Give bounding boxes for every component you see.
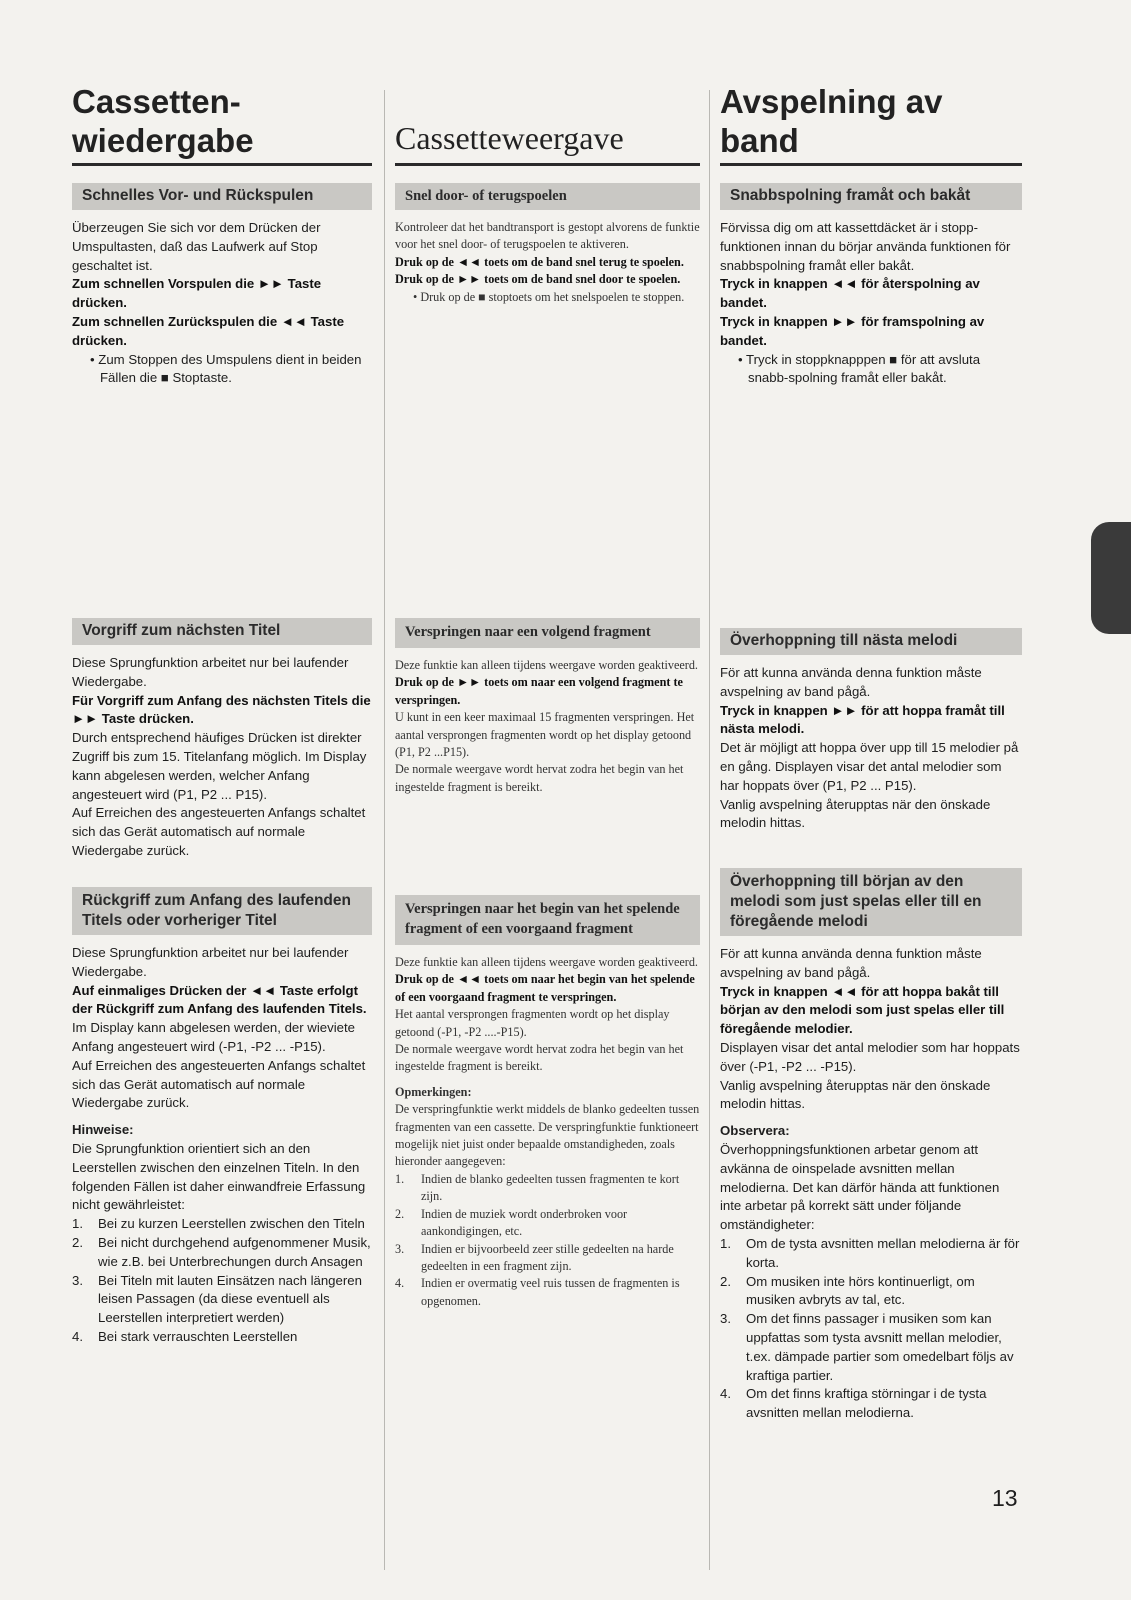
instruction: Druk op de ►► toets om de band snel door te spoelen. <box>395 272 681 287</box>
paragraph: Überzeugen Sie sich vor dem Drücken der Umspultasten, daß das Laufwerk auf Stop geschaltet ist. <box>72 220 321 273</box>
paragraph: Deze funktie kan alleen tijdens weergave worden geaktiveerd. <box>395 955 698 969</box>
paragraph: Diese Sprungfunktion arbeitet nur bei laufender Wiedergabe. <box>72 945 349 979</box>
notes-list <box>720 1235 1022 1423</box>
notes-title: Opmerkingen: <box>395 1084 472 1099</box>
page-number: 13 <box>992 1485 1018 1511</box>
notes-title: Observera: <box>720 1123 790 1139</box>
instruction: Tryck in knappen ►► för framspolning av bandet. <box>720 313 985 348</box>
paragraph: Vanlig avspelning återupptas när den önskade melodin hittas. <box>720 796 991 831</box>
paragraph: Displayen visar det antal melodier som har hoppats över (-P1, -P2 ... -P15). <box>720 1039 1020 1074</box>
section-next-track-nl <box>395 618 700 796</box>
dutch-column <box>395 70 700 1308</box>
page-title-de: Cassetten- wiedergabe <box>72 82 372 166</box>
list-item: 4. Om det finns kraftiga störningar i de tysta avsnitten mellan melodierna. <box>720 1386 987 1421</box>
paragraph: Die Sprungfunktion orientiert sich an den Leerstellen zwischen den einzelnen Titeln. In den folgenden Fällen ist daher einwandfreie Erfassung nicht gewährleistet: <box>72 1140 366 1213</box>
paragraph: Det är möjligt att hoppa över upp till 15 melodier på en gång. Displayen visar det antal melodier som har hoppats över (P1, P2 ... P15). <box>720 740 1019 793</box>
section-next-track-sv <box>720 628 1022 833</box>
list-item: 3. Bei Titeln mit lauten Einsätzen nach längeren leisen Passagen (da diese eventuell als Leerstellen interpretiert werden) <box>72 1272 362 1326</box>
paragraph: Deze funktie kan alleen tijdens weergave worden geaktiveerd. <box>395 658 698 672</box>
paragraph: Kontroleer dat het bandtransport is gestopt alvorens de funktie voor het snel door- of terugspoelen te aktiveren. <box>395 220 700 252</box>
instruction: Zum schnellen Vorspulen die ►► Taste drücken. <box>72 276 322 311</box>
german-column <box>72 70 372 1344</box>
paragraph: Im Display kann abgelesen werden, der wieviete Anfang angesteuert wird (-P1, -P2 ... -P15). <box>72 1020 355 1054</box>
list-item: 4. Bei stark verrauschten Leerstellen <box>72 1328 298 1344</box>
bullet-note: • Druk op de ■ stoptoets om het snelspoelen te stoppen. <box>413 289 685 304</box>
instruction: Zum schnellen Zurückspulen die ◄◄ Taste drücken. <box>72 313 345 348</box>
paragraph: Vanlig avspelning återupptas när den önskade melodin hittas. <box>720 1077 991 1112</box>
section-fast-wind-de <box>72 183 372 388</box>
bullet-note: • Zum Stoppen des Umspulens dient in beiden Fällen die ■ Stoptaste. <box>90 351 362 386</box>
section-fast-wind-sv <box>720 183 1022 388</box>
page-title-nl: Cassetteweergave <box>395 119 700 166</box>
instruction: Tryck in knappen ►► för att hoppa framåt till nästa melodi. <box>720 702 1005 737</box>
swedish-column <box>720 70 1022 1421</box>
list-item: 2. Om musiken inte hörs kontinuerligt, om musiken avbryts av tal, etc. <box>720 1273 975 1308</box>
list-item: 2. Indien de muziek wordt onderbroken voor aankondigingen, etc. <box>395 1206 628 1239</box>
section-header: Schnelles Vor- und Rückspulen <box>72 183 372 210</box>
paragraph: Het aantal versprongen fragmenten wordt op het display getoond (-P1, -P2 ....-P15). <box>395 1007 670 1039</box>
column-divider <box>709 90 710 1570</box>
instruction: Für Vorgriff zum Anfang des nächsten Titels die ►► Taste drücken. <box>72 692 371 727</box>
section-header: Rückgriff zum Anfang des laufenden Titels oder vorheriger Titel <box>72 887 372 935</box>
list-item: 3. Om det finns passager i musiken som kan uppfattas som tysta avsnitt mellan melodier, t.ex. dämpade partier som omedelbart följs av kraftiga partier. <box>720 1311 1014 1383</box>
paragraph: U kunt in een keer maximaal 15 fragmenten verspringen. Het aantal versprongen fragmenten wordt op het display getoond (P1, P2 ...P15). <box>395 710 695 760</box>
paragraph: För att kunna använda denna funktion måste avspelning av band pågå. <box>720 665 982 699</box>
section-previous-track-sv <box>720 868 1022 1423</box>
instruction: Druk op de ►► toets om naar een volgend fragment te verspringen. <box>395 675 683 707</box>
paragraph: Förvissa dig om att kassettdäcket är i stopp-funktionen innan du börjar använda funktionen för snabbspolning framåt eller bakåt. <box>720 220 1011 273</box>
section-header: Överhoppning till början av den melodi som just spelas eller till en föregående melodi <box>720 868 1022 936</box>
section-previous-track-de <box>72 887 372 1347</box>
page-title-sv: Avspelning av band <box>720 82 1022 166</box>
paragraph: Auf Erreichen des angesteuerten Anfangs schaltet sich das Gerät automatisch auf normale Wiedergabe zurück. <box>72 1057 366 1111</box>
paragraph: För att kunna använda denna funktion måste avspelning av band pågå. <box>720 946 982 980</box>
paragraph: De normale weergave wordt hervat zodra het begin van het ingestelde fragment is bereikt. <box>395 762 684 794</box>
section-header: Verspringen naar het begin van het spelende fragment of een voorgaand fragment <box>395 895 700 945</box>
list-item: 1. Bei zu kurzen Leerstellen zwischen den Titeln <box>72 1216 365 1232</box>
section-fast-wind-nl <box>395 183 700 306</box>
section-header: Överhoppning till nästa melodi <box>720 628 1022 655</box>
notes-list <box>395 1171 700 1310</box>
notes-list <box>72 1215 372 1347</box>
instruction: Druk op de ◄◄ toets om de band snel terug te spoelen. <box>395 254 684 269</box>
instruction: Auf einmaliges Drücken der ◄◄ Taste erfolgt der Rückgriff zum Anfang des laufenden Titels. <box>72 982 367 1017</box>
page-edge-tab <box>1091 522 1131 634</box>
paragraph: Auf Erreichen des angesteuerten Anfangs schaltet sich das Gerät automatisch auf normale Wiedergabe zurück. <box>72 805 366 858</box>
list-item: 1. Indien de blanko gedeelten tussen fragmenten te kort zijn. <box>395 1171 680 1204</box>
column-divider <box>384 90 385 1570</box>
section-header: Snabbspolning framåt och bakåt <box>720 183 1022 210</box>
bullet-note: • Tryck in stoppknapppen ■ för att avsluta snabb-spolning framåt eller bakåt. <box>738 351 981 386</box>
section-header: Vorgriff zum nächsten Titel <box>72 618 372 645</box>
instruction: Tryck in knappen ◄◄ för återspolning av bandet. <box>720 276 980 311</box>
section-header: Verspringen naar een volgend fragment <box>395 618 700 648</box>
section-header: Snel door- of terugspoelen <box>395 183 700 210</box>
paragraph: De verspringfunktie werkt middels de blanko gedeelten tussen fragmenten van een cassette. De verspringfunktie funktioneert mogelijk niet juist onder bepaalde omstandigheden, zoals hieronder aangegeven: <box>395 1102 700 1169</box>
section-next-track-de <box>72 618 372 861</box>
paragraph: Durch entsprechend häufiges Drücken ist direkter Zugriff bis zum 15. Titelanfang möglich. Im Display kann abgelesen werden, welcher Anfang angesteuert wird (P1, P2 ... P15). <box>72 730 367 802</box>
instruction: Druk op de ◄◄ toets om naar het begin van het spelende of een voorgaand fragment te verspringen. <box>395 972 695 1004</box>
list-item: 3. Indien er bijvoorbeeld zeer stille gedeelten na harde gedeelten in een fragment zijn. <box>395 1241 674 1273</box>
list-item: 1. Om de tysta avsnitten mellan melodierna är för korta. <box>720 1235 1020 1270</box>
paragraph: Överhoppningsfunktionen arbetar genom att avkänna de oinspelade avsnitten mellan melodierna. Det kan därför hända att funktionen inte arbetar på korrekt sätt under följande omständigheter: <box>720 1141 1000 1233</box>
section-previous-track-nl <box>395 895 700 1310</box>
instruction: Tryck in knappen ◄◄ för att hoppa bakåt till början av den melodi som just spelas eller till föregående melodier. <box>720 983 1005 1037</box>
paragraph: Diese Sprungfunktion arbeitet nur bei laufender Wiedergabe. <box>72 655 349 689</box>
notes-title: Hinweise: <box>72 1122 134 1138</box>
paragraph: De normale weergave wordt hervat zodra het begin van het ingestelde fragment is bereikt. <box>395 1042 684 1074</box>
list-item: 2. Bei nicht durchgehend aufgenommener Musik, wie z.B. bei Unterbrechungen durch Ansagen <box>72 1234 371 1269</box>
list-item: 4. Indien er overmatig veel ruis tussen de fragmenten is opgenomen. <box>395 1276 680 1308</box>
